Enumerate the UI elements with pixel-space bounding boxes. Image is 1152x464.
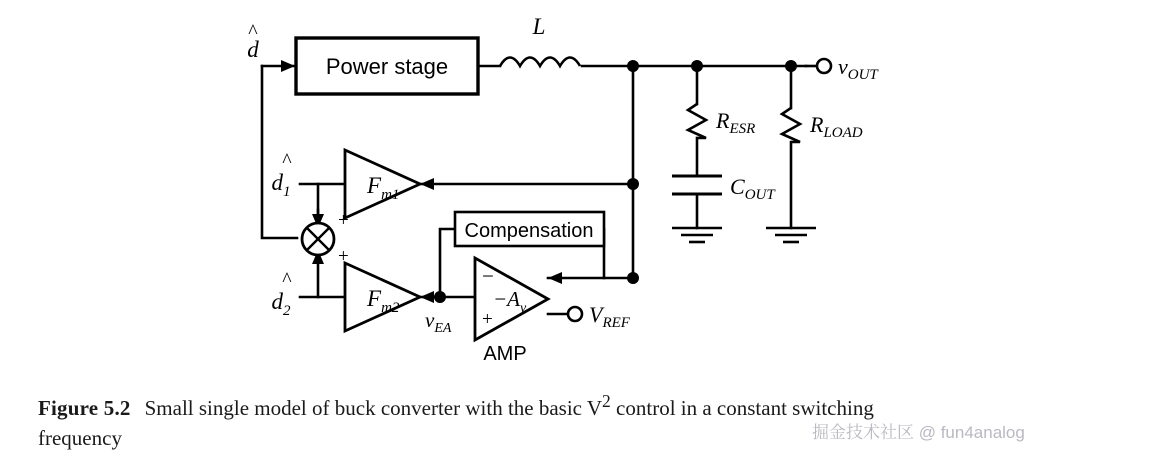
wire-dhat-to-sum bbox=[262, 66, 297, 238]
sum-sign-bottom: + bbox=[338, 246, 349, 267]
amp-minus-sign: − bbox=[482, 264, 494, 288]
ground-rload bbox=[766, 228, 816, 242]
amp-plus-sign: + bbox=[482, 309, 493, 330]
amp-caption: AMP bbox=[483, 343, 527, 365]
arrowhead-powerstage-input bbox=[281, 60, 295, 72]
arrowhead-amp-input bbox=[548, 272, 562, 284]
junction-rload-node bbox=[785, 60, 797, 72]
sum-sign-top: + bbox=[338, 210, 349, 231]
d2hat-label: $d_2$ bbox=[271, 289, 291, 319]
ground-cout bbox=[672, 228, 722, 242]
capacitor-cout bbox=[672, 176, 722, 194]
caption-superscript: 2 bbox=[602, 391, 611, 411]
cout-label: $C_{OUT}$ bbox=[730, 174, 775, 203]
gain-block-fm2 bbox=[345, 263, 420, 331]
rload-label: $R_{LOAD}$ bbox=[810, 112, 863, 141]
vout-label: $v_{OUT}$ bbox=[838, 54, 878, 83]
caption-text-a: Small single model of buck converter with the basic V bbox=[144, 396, 603, 420]
resr-label: $R_{ESR}$ bbox=[716, 108, 756, 137]
caption-line-2: frequency bbox=[38, 426, 122, 450]
watermark: 掘金技术社区 @ fun4analog bbox=[812, 423, 1025, 442]
resistor-resr bbox=[688, 104, 706, 138]
power-stage-label: Power stage bbox=[325, 54, 449, 79]
resistor-rload bbox=[782, 108, 800, 142]
compensation-label: Compensation bbox=[464, 220, 594, 242]
gain-block-fm1 bbox=[345, 150, 420, 218]
wire-comp-left bbox=[440, 229, 455, 297]
terminal-vref bbox=[568, 307, 582, 321]
d2hat-hat: ^ bbox=[282, 269, 292, 291]
junction-out-node bbox=[627, 60, 639, 72]
junction-vea-node bbox=[434, 291, 446, 303]
dhat-hat: ^ bbox=[248, 21, 258, 43]
inductor-L bbox=[500, 58, 580, 67]
d1hat-label: $d_1$ bbox=[271, 170, 291, 200]
fm2-label: $F_{m2}$ bbox=[367, 286, 400, 316]
d1hat-hat: ^ bbox=[282, 150, 292, 172]
figure-number: Figure 5.2 bbox=[38, 396, 131, 420]
inductor-label: L bbox=[532, 14, 546, 39]
junction-fm1-node bbox=[627, 178, 639, 190]
vea-label: $v_{EA}$ bbox=[425, 308, 452, 336]
amp-gain-label: $-A_v$ bbox=[493, 287, 527, 316]
junction-esr-node bbox=[691, 60, 703, 72]
junction-amp-fb-node bbox=[627, 272, 639, 284]
caption-text-b: control in a constant switching bbox=[610, 396, 874, 420]
vref-label: $V_{REF}$ bbox=[589, 302, 630, 331]
terminal-vout bbox=[817, 59, 831, 73]
fm1-label: $F_{m1}$ bbox=[367, 173, 400, 203]
dhat-label: d bbox=[247, 37, 259, 62]
